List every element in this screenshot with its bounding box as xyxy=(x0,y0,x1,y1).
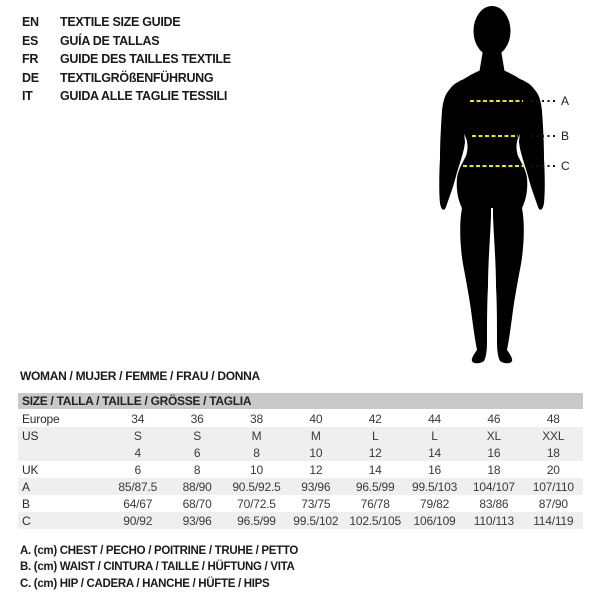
table-row xyxy=(18,444,583,461)
size-cell: 18 xyxy=(546,445,560,460)
size-cell: L xyxy=(431,428,438,443)
marker-label-c: C xyxy=(561,159,570,173)
language-code: FR xyxy=(22,52,39,67)
size-cell: 36 xyxy=(190,411,204,426)
table-row xyxy=(18,427,583,444)
size-cell: M xyxy=(310,428,321,443)
row-label xyxy=(18,444,108,461)
size-cell: 16 xyxy=(428,462,442,477)
size-cell: 90/92 xyxy=(123,513,153,528)
silhouette-left-leg xyxy=(460,208,491,363)
woman-silhouette xyxy=(422,4,562,364)
silhouette-right-leg xyxy=(493,208,524,363)
size-cell: 12 xyxy=(309,462,323,477)
size-cell: 34 xyxy=(131,411,145,426)
size-cell: 20 xyxy=(546,462,560,477)
size-cell: 6 xyxy=(193,445,201,460)
size-table-header: SIZE / TALLA / TAILLE / GRÖSSE / TAGLIA xyxy=(18,393,583,409)
waist-measure-line xyxy=(472,135,518,137)
size-cell: 107/110 xyxy=(532,479,574,494)
language-code: DE xyxy=(22,70,39,85)
language-row xyxy=(22,50,231,69)
size-cell: S xyxy=(133,428,142,443)
chest-leader-dots xyxy=(531,100,556,102)
size-cell: 93/96 xyxy=(182,513,212,528)
size-cell: 16 xyxy=(487,445,501,460)
size-cell: 14 xyxy=(428,445,442,460)
size-cell: 87/90 xyxy=(538,496,568,511)
language-code: ES xyxy=(22,33,39,48)
size-cell: 8 xyxy=(253,445,260,460)
size-cell: 44 xyxy=(428,411,442,426)
language-row xyxy=(22,13,231,32)
row-label: US xyxy=(22,428,39,443)
size-table-body xyxy=(18,410,583,529)
size-table-grid xyxy=(18,410,583,529)
size-cell: XL xyxy=(486,428,502,443)
size-cell: 14 xyxy=(368,462,382,477)
language-row xyxy=(22,32,231,51)
size-cell: 99.5/102 xyxy=(293,513,339,528)
chest-measure-line xyxy=(470,100,523,102)
size-cell: 68/70 xyxy=(182,496,212,511)
size-cell: L xyxy=(371,428,379,443)
size-cell: 96.5/99 xyxy=(237,513,276,528)
size-cell: 96.5/99 xyxy=(355,479,395,494)
size-cell: 85/87.5 xyxy=(118,479,158,494)
marker-label-b: B xyxy=(561,129,570,143)
size-cell: 106/109 xyxy=(413,513,456,528)
legend-row: B. (cm) WAIST / CINTURA / TAILLE / HÜFTUNG / VITA xyxy=(20,561,295,574)
language-label: TEXTILGRÖßENFÜHRUNG xyxy=(60,70,214,85)
measurement-legend xyxy=(20,543,298,592)
size-cell: 83/86 xyxy=(479,496,509,511)
table-row xyxy=(18,495,583,512)
size-cell: 4 xyxy=(134,445,141,460)
size-cell: 10 xyxy=(249,462,263,477)
language-label: GUÍA DE TALLAS xyxy=(60,33,160,48)
size-cell: 110/113 xyxy=(473,513,514,528)
table-row xyxy=(18,512,583,529)
language-label: GUIDE DES TAILLES TEXTILE xyxy=(60,52,231,67)
hip-leader-dots xyxy=(531,165,556,167)
table-row xyxy=(18,410,583,427)
size-cell: 8 xyxy=(193,462,201,477)
row-label: C xyxy=(22,513,31,528)
size-cell: M xyxy=(251,428,262,443)
size-cell: 102.5/105 xyxy=(349,513,401,528)
size-cell: 12 xyxy=(368,445,382,460)
row-label: B xyxy=(22,496,30,511)
language-row xyxy=(22,87,231,106)
size-cell: 40 xyxy=(309,411,323,426)
marker-label-a: A xyxy=(561,94,570,108)
row-label: A xyxy=(22,479,30,494)
language-code: EN xyxy=(22,15,39,29)
size-cell: 10 xyxy=(309,445,323,460)
table-row xyxy=(18,461,583,478)
size-cell: 18 xyxy=(487,462,501,477)
table-row xyxy=(18,478,583,495)
size-cell: 48 xyxy=(546,411,560,426)
section-title-woman: WOMAN / MUJER / FEMME / FRAU / DONNA xyxy=(20,369,260,383)
waist-leader-dots xyxy=(531,135,556,137)
size-cell: 46 xyxy=(487,411,501,426)
legend-row: C. (cm) HIP / CADERA / HANCHE / HÜFTE / HIPS xyxy=(20,577,270,590)
size-cell: 64/67 xyxy=(123,496,153,511)
language-list xyxy=(22,13,231,106)
size-cell: 6 xyxy=(134,462,141,477)
hip-measure-line xyxy=(463,165,524,167)
size-cell: S xyxy=(193,428,201,443)
legend-row: A. (cm) CHEST / PECHO / POITRINE / TRUHE / PETTO xyxy=(20,545,299,557)
size-cell: 114/119 xyxy=(533,513,574,528)
size-cell: 79/82 xyxy=(420,496,450,511)
language-label: TEXTILE SIZE GUIDE xyxy=(60,15,181,29)
size-cell: 99.5/103 xyxy=(411,479,458,494)
size-cell: 42 xyxy=(368,411,382,426)
language-label: GUIDA ALLE TAGLIE TESSILI xyxy=(60,89,228,104)
language-row xyxy=(22,69,231,88)
size-cell: 38 xyxy=(249,411,263,426)
size-cell: 70/72.5 xyxy=(237,496,276,511)
size-cell: XXL xyxy=(542,428,565,443)
row-label: UK xyxy=(22,462,39,477)
size-cell: 76/78 xyxy=(360,496,390,511)
row-label: Europe xyxy=(22,411,60,426)
size-cell: 73/75 xyxy=(301,496,331,511)
size-cell: 88/90 xyxy=(182,479,212,494)
language-code: IT xyxy=(22,89,33,104)
size-table xyxy=(18,393,583,529)
size-cell: 104/107 xyxy=(472,479,515,494)
size-cell: 93/96 xyxy=(301,479,331,494)
size-cell: 90.5/92.5 xyxy=(232,479,281,494)
